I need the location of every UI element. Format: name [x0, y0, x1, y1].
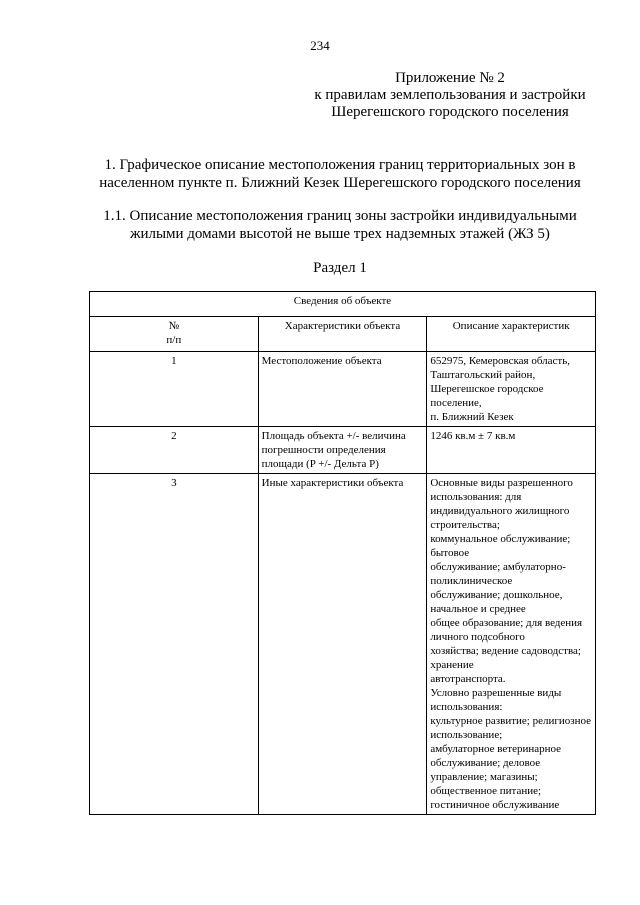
cell-line: Местоположение объекта [261, 355, 382, 367]
column-header-description: Описание характеристик [427, 317, 596, 352]
appendix-header [300, 70, 600, 121]
appendix-line: к правилам землепользования и застройки [314, 87, 586, 103]
row-characteristic [258, 427, 427, 474]
row-number: 1 [90, 352, 259, 427]
cell-line: амбулаторное ветеринарное обслуживание; деловое [430, 743, 562, 769]
cell-line: Площадь объекта +/- величина [261, 430, 406, 442]
table-title: Сведения об объекте [90, 292, 596, 317]
heading-line: 1.1. Описание местоположения границ зоны застройки индивидуальными [103, 208, 577, 224]
subsection-heading [60, 207, 620, 243]
cell-line: автотранспорта. [430, 673, 506, 685]
heading-line: 1. Графическое описание местоположения границ территориальных зон в [104, 157, 576, 173]
column-header-characteristics: Характеристики объекта [258, 317, 427, 352]
column-header-number [90, 317, 259, 352]
table-row [90, 352, 596, 427]
table-row [90, 427, 596, 474]
row-characteristic [258, 352, 427, 427]
cell-line: культурное развитие; религиозное использование; [430, 715, 592, 741]
cell-line: коммунальное обслуживание; бытовое [430, 533, 571, 559]
column-header-line: № [168, 320, 180, 332]
cell-line: общее образование; для ведения личного подсобного [430, 617, 583, 643]
cell-line: погрешности определения [261, 444, 386, 456]
cell-line: Шерегешское городское поселение, [430, 383, 544, 409]
row-characteristic [258, 474, 427, 815]
row-description [427, 474, 596, 815]
cell-line: Основные виды разрешенного использования: для [430, 477, 573, 503]
object-info-table [89, 291, 596, 815]
page-number: 234 [310, 38, 330, 53]
cell-line: обслуживание; дошкольное, начальное и среднее [430, 589, 563, 615]
cell-line: хозяйства; ведение садоводства; хранение [430, 645, 581, 671]
cell-line: индивидуального жилищного строительства; [430, 505, 570, 531]
cell-line: Иные характеристики объекта [261, 477, 404, 489]
cell-line: управление; магазины; общественное питание; [430, 771, 542, 797]
table-row [90, 474, 596, 815]
appendix-line: Шерегешского городского поселения [331, 104, 569, 120]
cell-line: гостиничное обслуживание [430, 799, 560, 811]
row-description [427, 352, 596, 427]
row-description [427, 427, 596, 474]
cell-line: обслуживание; амбулаторно-поликлиническое [430, 561, 566, 587]
cell-line: Условно разрешенные виды использования: [430, 687, 562, 713]
appendix-line: Приложение № 2 [395, 70, 505, 86]
section-title: Раздел 1 [313, 260, 367, 276]
row-number: 3 [90, 474, 259, 815]
cell-line: 1246 кв.м ± 7 кв.м [430, 430, 516, 442]
cell-line: п. Ближний Кезек [430, 411, 514, 423]
section-heading [60, 156, 620, 192]
row-number: 2 [90, 427, 259, 474]
column-header-line: п/п [166, 334, 182, 346]
cell-line: 652975, Кемеровская область, Таштагольский район, [430, 355, 570, 381]
heading-line: населенном пункте п. Ближний Кезек Шерегешского городского поселения [99, 175, 581, 191]
cell-line: площади (P +/- Дельта P) [261, 458, 379, 470]
heading-line: жилыми домами высотой не выше трех надземных этажей (ЖЗ 5) [130, 226, 550, 242]
